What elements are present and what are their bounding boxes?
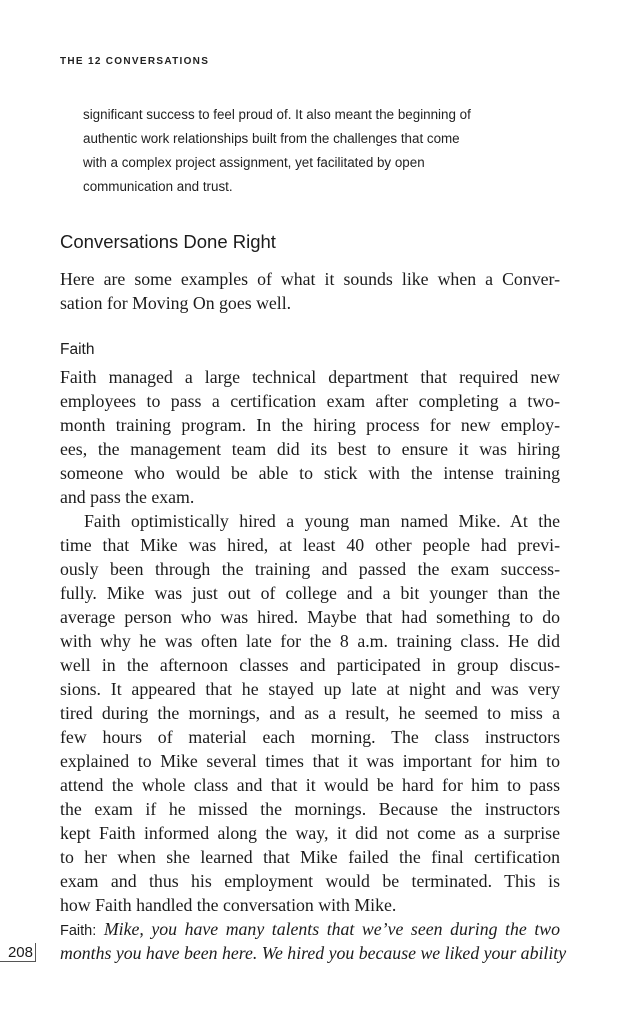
body-line: attend the whole class and that it would be hard for him to pass [60,775,560,795]
dialogue-line: months you have been here. We hired you because we liked your ability [60,943,567,963]
body-line: ously been through the training and passed the exam success- [60,559,560,579]
body-line: average person who was hired. Maybe that had something to do [60,607,560,627]
body-line: the exam if he missed the mornings. Because the instructors [60,799,560,819]
body-line: sions. It appeared that he stayed up late at night and was very [60,679,560,699]
speaker-label: Faith: [60,923,97,939]
body-line: tired during the mornings, and as a result, he seemed to miss a [60,703,560,723]
body-line: kept Faith informed along the way, it did not come as a surprise [60,823,560,843]
quote-line: authentic work relationships built from the challenges that come [83,131,460,146]
intro-paragraph [60,267,560,315]
body-line: employees to pass a certification exam after completing a two- [60,391,560,411]
quote-block [83,103,553,199]
body-line: someone who would be able to stick with the intense training [60,463,560,483]
body-line: fully. Mike was just out of college and a bit younger than the [60,583,560,603]
body-line: ees, the management team did its best to ensure it was hiring [60,439,560,459]
body-line: how Faith handled the conversation with Mike. [60,895,397,915]
section-heading: Conversations Done Right [60,231,276,252]
dialogue [60,917,567,965]
quote-line: communication and trust. [83,179,233,194]
body-line: to her when she learned that Mike failed the final certification [60,847,560,867]
body-line: month training program. In the hiring process for new employ- [60,415,560,435]
dialogue-line [60,917,560,941]
body-line: time that Mike was hired, at least 40 other people had previ- [60,535,560,555]
body-line: Faith managed a large technical department that required new [60,367,560,387]
body-line: explained to Mike several times that it was important for him to [60,751,560,771]
body-line: few hours of material each morning. The class instructors [60,727,560,747]
running-head: THE 12 CONVERSATIONS [60,56,210,67]
body-line: with why he was often late for the 8 a.m. training class. He did [60,631,560,651]
page-number: 208 [0,943,36,962]
subheading-faith: Faith [60,341,95,358]
faith-story [60,365,560,917]
intro-line: Here are some examples of what it sounds like when a Conver- [60,269,560,289]
body-line: well in the afternoon classes and participated in group discus- [60,655,560,675]
body-line: exam and thus his employment would be terminated. This is [60,871,560,891]
body-line: and pass the exam. [60,487,195,507]
dialogue-text: Mike, you have many talents that we’ve seen during the two [103,919,561,939]
quote-line: with a complex project assignment, yet facilitated by open [83,155,425,170]
quote-line: significant success to feel proud of. It also meant the beginning of [83,107,471,122]
intro-line: sation for Moving On goes well. [60,293,292,313]
body-line: Faith optimistically hired a young man named Mike. At the [84,511,560,531]
